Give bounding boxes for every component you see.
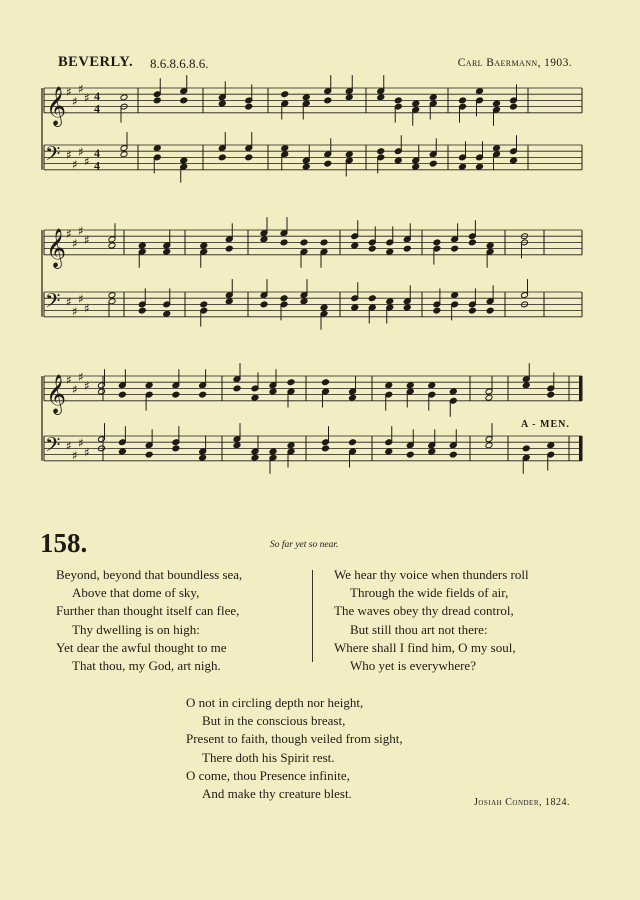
- verse-line: Beyond, beyond that boundless sea,: [56, 567, 243, 582]
- note-head: [324, 160, 332, 167]
- note-head: [180, 97, 188, 104]
- note-head: [302, 94, 310, 101]
- tune-name: BEVERLY.: [58, 54, 134, 70]
- note-head: [351, 242, 359, 249]
- tune-meter: 8.6.8.6.8.6.: [150, 56, 209, 71]
- note-head: [98, 388, 106, 395]
- verse-line: Thy dwelling is on high:: [72, 621, 200, 637]
- note-head: [322, 445, 330, 452]
- note-head: [225, 298, 233, 305]
- note-head: [200, 242, 208, 249]
- key-sharp-icon: ♯: [66, 439, 72, 454]
- note-head: [386, 248, 394, 255]
- verse-line: The waves obey thy dread control,: [334, 603, 514, 619]
- note-head: [280, 295, 288, 302]
- verse-line: Above that dome of sky,: [72, 585, 200, 601]
- treble-clef-icon: 𝄞: [46, 373, 67, 414]
- key-sharp-icon: ♯: [78, 369, 84, 384]
- note-head: [108, 292, 116, 299]
- note-head: [163, 310, 171, 317]
- note-head: [345, 151, 353, 158]
- note-head: [510, 103, 518, 110]
- note-head: [377, 148, 385, 155]
- note-head: [287, 442, 295, 449]
- note-head: [547, 391, 555, 398]
- note-head: [118, 448, 126, 455]
- verse-3: [186, 694, 403, 803]
- key-sharp-icon: ♯: [72, 94, 78, 109]
- note-head: [145, 451, 153, 458]
- hymn-subtitle: So far yet so near.: [270, 540, 339, 550]
- key-sharp-icon: ♯: [66, 227, 72, 241]
- note-head: [108, 242, 116, 249]
- note-head: [322, 379, 330, 386]
- note-head: [428, 448, 436, 455]
- note-head: [449, 451, 457, 458]
- note-head: [138, 307, 146, 314]
- bass-clef-icon: 𝄢: [45, 289, 61, 317]
- note-head: [251, 394, 259, 401]
- note-head: [118, 391, 126, 398]
- note-head: [449, 388, 457, 395]
- note-head: [163, 248, 171, 255]
- note-head: [287, 379, 295, 386]
- note-head: [153, 145, 161, 152]
- note-head: [468, 307, 476, 314]
- verse-line: There doth his Spirit rest.: [202, 749, 335, 765]
- verse-line: Yet dear the awful thought to me: [56, 639, 227, 655]
- note-head: [433, 239, 441, 246]
- note-head: [493, 145, 501, 152]
- note-head: [433, 307, 441, 314]
- key-sharp-icon: ♯: [78, 223, 84, 238]
- note-head: [386, 298, 394, 305]
- key-sharp-icon: ♯: [84, 91, 90, 106]
- verse-line: O not in circling depth nor height,: [186, 695, 364, 710]
- note-head: [403, 304, 411, 311]
- note-head: [281, 145, 289, 152]
- time-signature-bottom: 4: [94, 158, 100, 173]
- note-head: [320, 239, 328, 246]
- note-head: [251, 454, 259, 461]
- note-head: [368, 245, 376, 252]
- time-signature-top: 4: [94, 89, 100, 103]
- note-head: [522, 382, 530, 389]
- note-head: [245, 154, 253, 161]
- key-sharp-icon: ♯: [84, 379, 90, 394]
- note-head: [351, 304, 359, 311]
- note-head: [429, 94, 437, 101]
- key-sharp-icon: ♯: [84, 233, 90, 248]
- note-head: [385, 448, 393, 455]
- note-head: [200, 301, 208, 308]
- key-sharp-icon: ♯: [72, 157, 78, 172]
- note-head: [429, 160, 437, 167]
- note-head: [324, 97, 332, 104]
- note-head: [476, 163, 484, 170]
- note-head: [300, 239, 308, 246]
- note-head: [412, 163, 420, 170]
- note-head: [218, 154, 226, 161]
- time-signature-bottom: 4: [94, 101, 100, 116]
- note-head: [345, 94, 353, 101]
- note-head: [199, 391, 207, 398]
- note-head: [406, 382, 414, 389]
- verse-line: O come, thou Presence infinite,: [186, 767, 350, 783]
- note-head: [522, 445, 530, 452]
- treble-clef-icon: 𝄞: [46, 227, 67, 268]
- note-head: [485, 394, 493, 401]
- time-signature-top: 4: [94, 146, 100, 160]
- note-head: [394, 97, 402, 104]
- verse-line: But in the conscious breast,: [202, 713, 346, 729]
- note-head: [153, 97, 161, 104]
- final-double-bar: [579, 436, 582, 461]
- note-head: [459, 163, 467, 170]
- note-head: [486, 307, 494, 314]
- key-sharp-icon: ♯: [84, 445, 90, 460]
- note-head: [468, 239, 476, 246]
- note-head: [547, 442, 555, 449]
- key-sharp-icon: ♯: [84, 301, 90, 316]
- note-head: [233, 442, 241, 449]
- verse-line: Who yet is everywhere?: [350, 658, 476, 674]
- key-sharp-icon: ♯: [66, 295, 72, 310]
- note-head: [300, 298, 308, 305]
- treble-clef-icon: 𝄞: [46, 85, 67, 126]
- verse-line: But still thou art not there:: [350, 621, 488, 637]
- final-double-bar: [579, 376, 582, 401]
- key-sharp-icon: ♯: [78, 145, 84, 160]
- verse-2: [334, 566, 529, 675]
- note-head: [459, 97, 467, 104]
- note-head: [385, 382, 393, 389]
- note-head: [302, 163, 310, 170]
- key-sharp-icon: ♯: [72, 448, 78, 463]
- verse-line: Present to faith, though veiled from sight,: [186, 731, 403, 747]
- note-head: [225, 245, 233, 252]
- key-sharp-icon: ♯: [78, 81, 84, 96]
- key-sharp-icon: ♯: [78, 292, 84, 307]
- note-head: [486, 242, 494, 249]
- note-head: [394, 157, 402, 164]
- note-head: [349, 439, 357, 446]
- key-sharp-icon: ♯: [72, 304, 78, 319]
- note-head: [172, 391, 180, 398]
- note-head: [245, 103, 253, 110]
- note-head: [320, 304, 328, 311]
- verse-line: That thou, my God, art nigh.: [72, 658, 221, 674]
- note-head: [180, 157, 188, 164]
- note-head: [412, 100, 420, 107]
- verse-line: And make thy creature blest.: [202, 786, 352, 802]
- note-head: [120, 94, 128, 101]
- note-head: [260, 301, 268, 308]
- key-sharp-icon: ♯: [78, 436, 84, 451]
- verse-divider: [312, 570, 313, 662]
- note-head: [269, 388, 277, 395]
- key-sharp-icon: ♯: [66, 148, 72, 163]
- verse-1: [56, 566, 242, 675]
- bass-clef-icon: 𝄢: [45, 142, 61, 170]
- note-head: [260, 236, 268, 243]
- note-head: [485, 442, 493, 449]
- verse-line: We hear thy voice when thunders roll: [334, 567, 529, 582]
- note-head: [120, 151, 128, 158]
- note-head: [349, 394, 357, 401]
- note-head: [428, 382, 436, 389]
- key-sharp-icon: ♯: [66, 373, 72, 387]
- note-head: [451, 292, 459, 299]
- bass-clef-icon: 𝄢: [45, 433, 61, 461]
- note-head: [403, 245, 411, 252]
- amen-lyric: A - MEN.: [521, 419, 570, 430]
- note-head: [233, 385, 241, 392]
- note-head: [493, 100, 501, 107]
- key-sharp-icon: ♯: [66, 85, 72, 99]
- tune-composer: Carl Baermann, 1903.: [457, 57, 572, 69]
- verse-line: Through the wide fields of air,: [350, 585, 509, 601]
- hymn-author: Josiah Conder, 1824.: [473, 797, 570, 808]
- key-sharp-icon: ♯: [72, 236, 78, 251]
- hymn-number: 158.: [40, 528, 88, 558]
- verse-line: Where shall I find him, O my soul,: [334, 639, 516, 655]
- note-head: [281, 91, 289, 98]
- note-head: [280, 239, 288, 246]
- note-head: [138, 242, 146, 249]
- key-sharp-icon: ♯: [72, 382, 78, 397]
- note-head: [172, 445, 180, 452]
- note-head: [218, 100, 226, 107]
- note-head: [145, 382, 153, 389]
- note-head: [199, 454, 207, 461]
- verse-line: Further than thought itself can flee,: [56, 603, 240, 619]
- note-head: [377, 94, 385, 101]
- key-sharp-icon: ♯: [84, 154, 90, 169]
- note-head: [451, 245, 459, 252]
- note-head: [368, 295, 376, 302]
- note-head: [476, 88, 484, 95]
- note-head: [269, 448, 277, 455]
- note-head: [510, 157, 518, 164]
- note-head: [406, 451, 414, 458]
